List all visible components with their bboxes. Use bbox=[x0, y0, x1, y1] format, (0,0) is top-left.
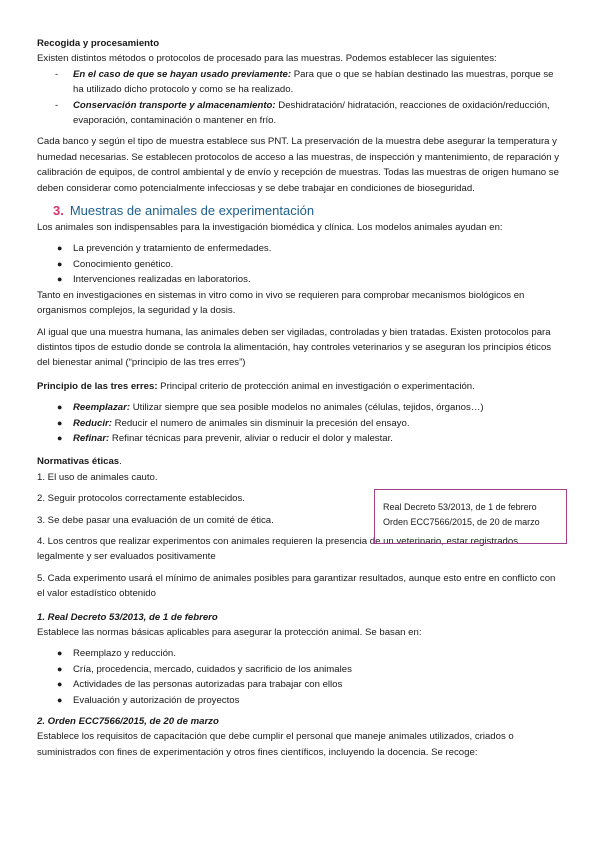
item-text: Reducir el numero de animales sin disminuir la precesión del ensayo. bbox=[111, 417, 410, 429]
section-heading-3 bbox=[37, 202, 565, 220]
paragraph: Cada banco y según el tipo de muestra establece sus PNT. La preservación de la muestra debe asegurar la temperatura y humedad necesarias. Se establecen protocolos de acceso a las muestras, de inspección y mantenimiento, de reparación y calibración de equipos, de control ambiental y de envío y recepción de muestras. Todas las muestras de origen humano se deben considerar como potencialmente infecciosas y se debe trabajar en condiciones de bioseguridad. bbox=[37, 136, 560, 194]
bullet-marker: ● bbox=[57, 648, 63, 659]
legislation-box bbox=[374, 489, 567, 544]
bullet-marker: ● bbox=[57, 663, 63, 674]
list-item bbox=[37, 98, 565, 129]
item-text: Reemplazo y reducción. bbox=[73, 648, 176, 660]
list-item bbox=[37, 662, 565, 677]
item-text: Principal criterio de protección animal en investigación o experimentación. bbox=[157, 380, 475, 392]
box-line: Orden ECC7566/2015, de 20 de marzo bbox=[383, 517, 540, 527]
norm-item: 3. Se debe pasar una evaluación de un comité de ética. bbox=[37, 514, 274, 526]
subheading-text: Normativas éticas bbox=[37, 456, 120, 468]
bullet-marker: ● bbox=[57, 694, 63, 705]
subheading-orden: 2. Orden ECC7566/2015, de 20 de marzo bbox=[37, 716, 219, 728]
list-item bbox=[37, 646, 565, 661]
item-text: Refinar técnicas para prevenir, aliviar o reducir el dolor y malestar. bbox=[109, 432, 393, 444]
item-text: Actividades de las personas autorizadas para trabajar con ellos bbox=[73, 679, 343, 691]
subheading-dot: . bbox=[119, 456, 122, 468]
term: Reducir: bbox=[73, 417, 112, 429]
item-text: La prevención y tratamiento de enfermedades. bbox=[73, 243, 272, 255]
dash-list bbox=[37, 67, 565, 129]
item-text: Utilizar siempre que sea posible modelos no animales (células, tejidos, órganos…) bbox=[130, 402, 484, 414]
bullet-marker: ● bbox=[57, 402, 63, 413]
item-text: Deshidratación/ hidratación, reacciones de oxidación/reducción, evaporación, contaminación o mantener en frío. bbox=[73, 99, 550, 127]
item-text: Conocimiento genético. bbox=[73, 258, 174, 270]
dash-marker: - bbox=[55, 68, 59, 80]
item-text: Evaluación y autorización de proyectos bbox=[73, 694, 240, 706]
norm-item: 1. El uso de animales cauto. bbox=[37, 471, 158, 483]
dash-marker: - bbox=[55, 99, 59, 111]
list-item bbox=[37, 677, 565, 692]
list-item bbox=[37, 241, 565, 256]
norm-item: 5. Cada experimento usará el mínimo de animales posibles para garantizar resultados, aunque esto entre en conflicto con el valor estadístico obtenido bbox=[37, 572, 556, 600]
bullet-marker: ● bbox=[57, 417, 63, 428]
norm-item: 4. Los centros que realizar experimentos con animales requieren la presencia de un veterinario, estar registrados legalmente y ser evaluados positivamente bbox=[37, 535, 519, 563]
paragraph: Al igual que una muestra humana, las animales deben ser vigiladas, controladas y bien tratadas. Existen protocolos para distintos tipos de estudio donde se controla la alimentación, hay controles veterinarios y se aseguran los principios éticos del bienestar animal (“principio de las tres erres”) bbox=[37, 326, 552, 369]
list-item bbox=[37, 400, 565, 415]
document-page bbox=[37, 36, 565, 760]
list-item bbox=[37, 272, 565, 287]
paragraph: Existen distintos métodos o protocolos de procesado para las muestras. Podemos establecer las siguientes: bbox=[37, 53, 497, 65]
term: Reemplazar: bbox=[73, 402, 131, 414]
section-heading-recogida: Recogida y procesamiento bbox=[37, 38, 160, 49]
item-text: Cría, procedencia, mercado, cuidados y sacrificio de los animales bbox=[73, 663, 352, 675]
list-item bbox=[37, 257, 565, 272]
list-item bbox=[37, 416, 565, 431]
bullet-marker: ● bbox=[57, 258, 63, 269]
term: En el caso de que se hayan usado previamente: bbox=[73, 68, 292, 80]
list-item bbox=[37, 67, 565, 98]
paragraph: Los animales son indispensables para la investigación biomédica y clínica. Los modelos animales ayudan en: bbox=[37, 222, 503, 234]
bullet-list bbox=[37, 646, 565, 708]
list-item bbox=[37, 693, 565, 708]
item-text: Intervenciones realizadas en laboratorios. bbox=[73, 274, 251, 286]
bullet-marker: ● bbox=[57, 679, 63, 690]
subheading-normativas bbox=[37, 454, 565, 469]
paragraph: Establece las normas básicas aplicables para asegurar la protección animal. Se basan en: bbox=[37, 627, 422, 638]
paragraph bbox=[37, 379, 565, 394]
norm-item: 2. Seguir protocolos correctamente establecidos. bbox=[37, 493, 245, 505]
bullet-list bbox=[37, 241, 565, 287]
section-number: 3. bbox=[53, 203, 64, 219]
term: Refinar: bbox=[73, 432, 110, 444]
bullet-marker: ● bbox=[57, 274, 63, 285]
bullet-marker: ● bbox=[57, 243, 63, 254]
paragraph: Establece los requisitos de capacitación que debe cumplir el personal que maneje animales utilizados, criados o suministrados con fines de experimentación y otros fines científicos, incluyendo la docencia. Se recoge: bbox=[37, 731, 514, 758]
term: Conservación transporte y almacenamiento: bbox=[73, 99, 276, 111]
section-title: Muestras de animales de experimentación bbox=[69, 203, 315, 219]
bullet-marker: ● bbox=[57, 432, 63, 443]
list-item bbox=[37, 431, 565, 446]
term: Principio de las tres erres: bbox=[37, 380, 158, 392]
paragraph: Tanto en investigaciones en sistemas in vitro como in vivo se requieren para comprobar mecanismos biológicos en organismos complejos, la seguridad y la dosis. bbox=[37, 289, 525, 317]
box-line: Real Decreto 53/2013, de 1 de febrero bbox=[383, 502, 537, 512]
subheading-real-decreto: 1. Real Decreto 53/2013, de 1 de febrero bbox=[37, 611, 218, 623]
bullet-list bbox=[37, 400, 565, 446]
item-text: Para que o que se habían destinado las muestras, porque se ha utilizado dicho protocolo y como se ha realizado. bbox=[73, 68, 554, 96]
